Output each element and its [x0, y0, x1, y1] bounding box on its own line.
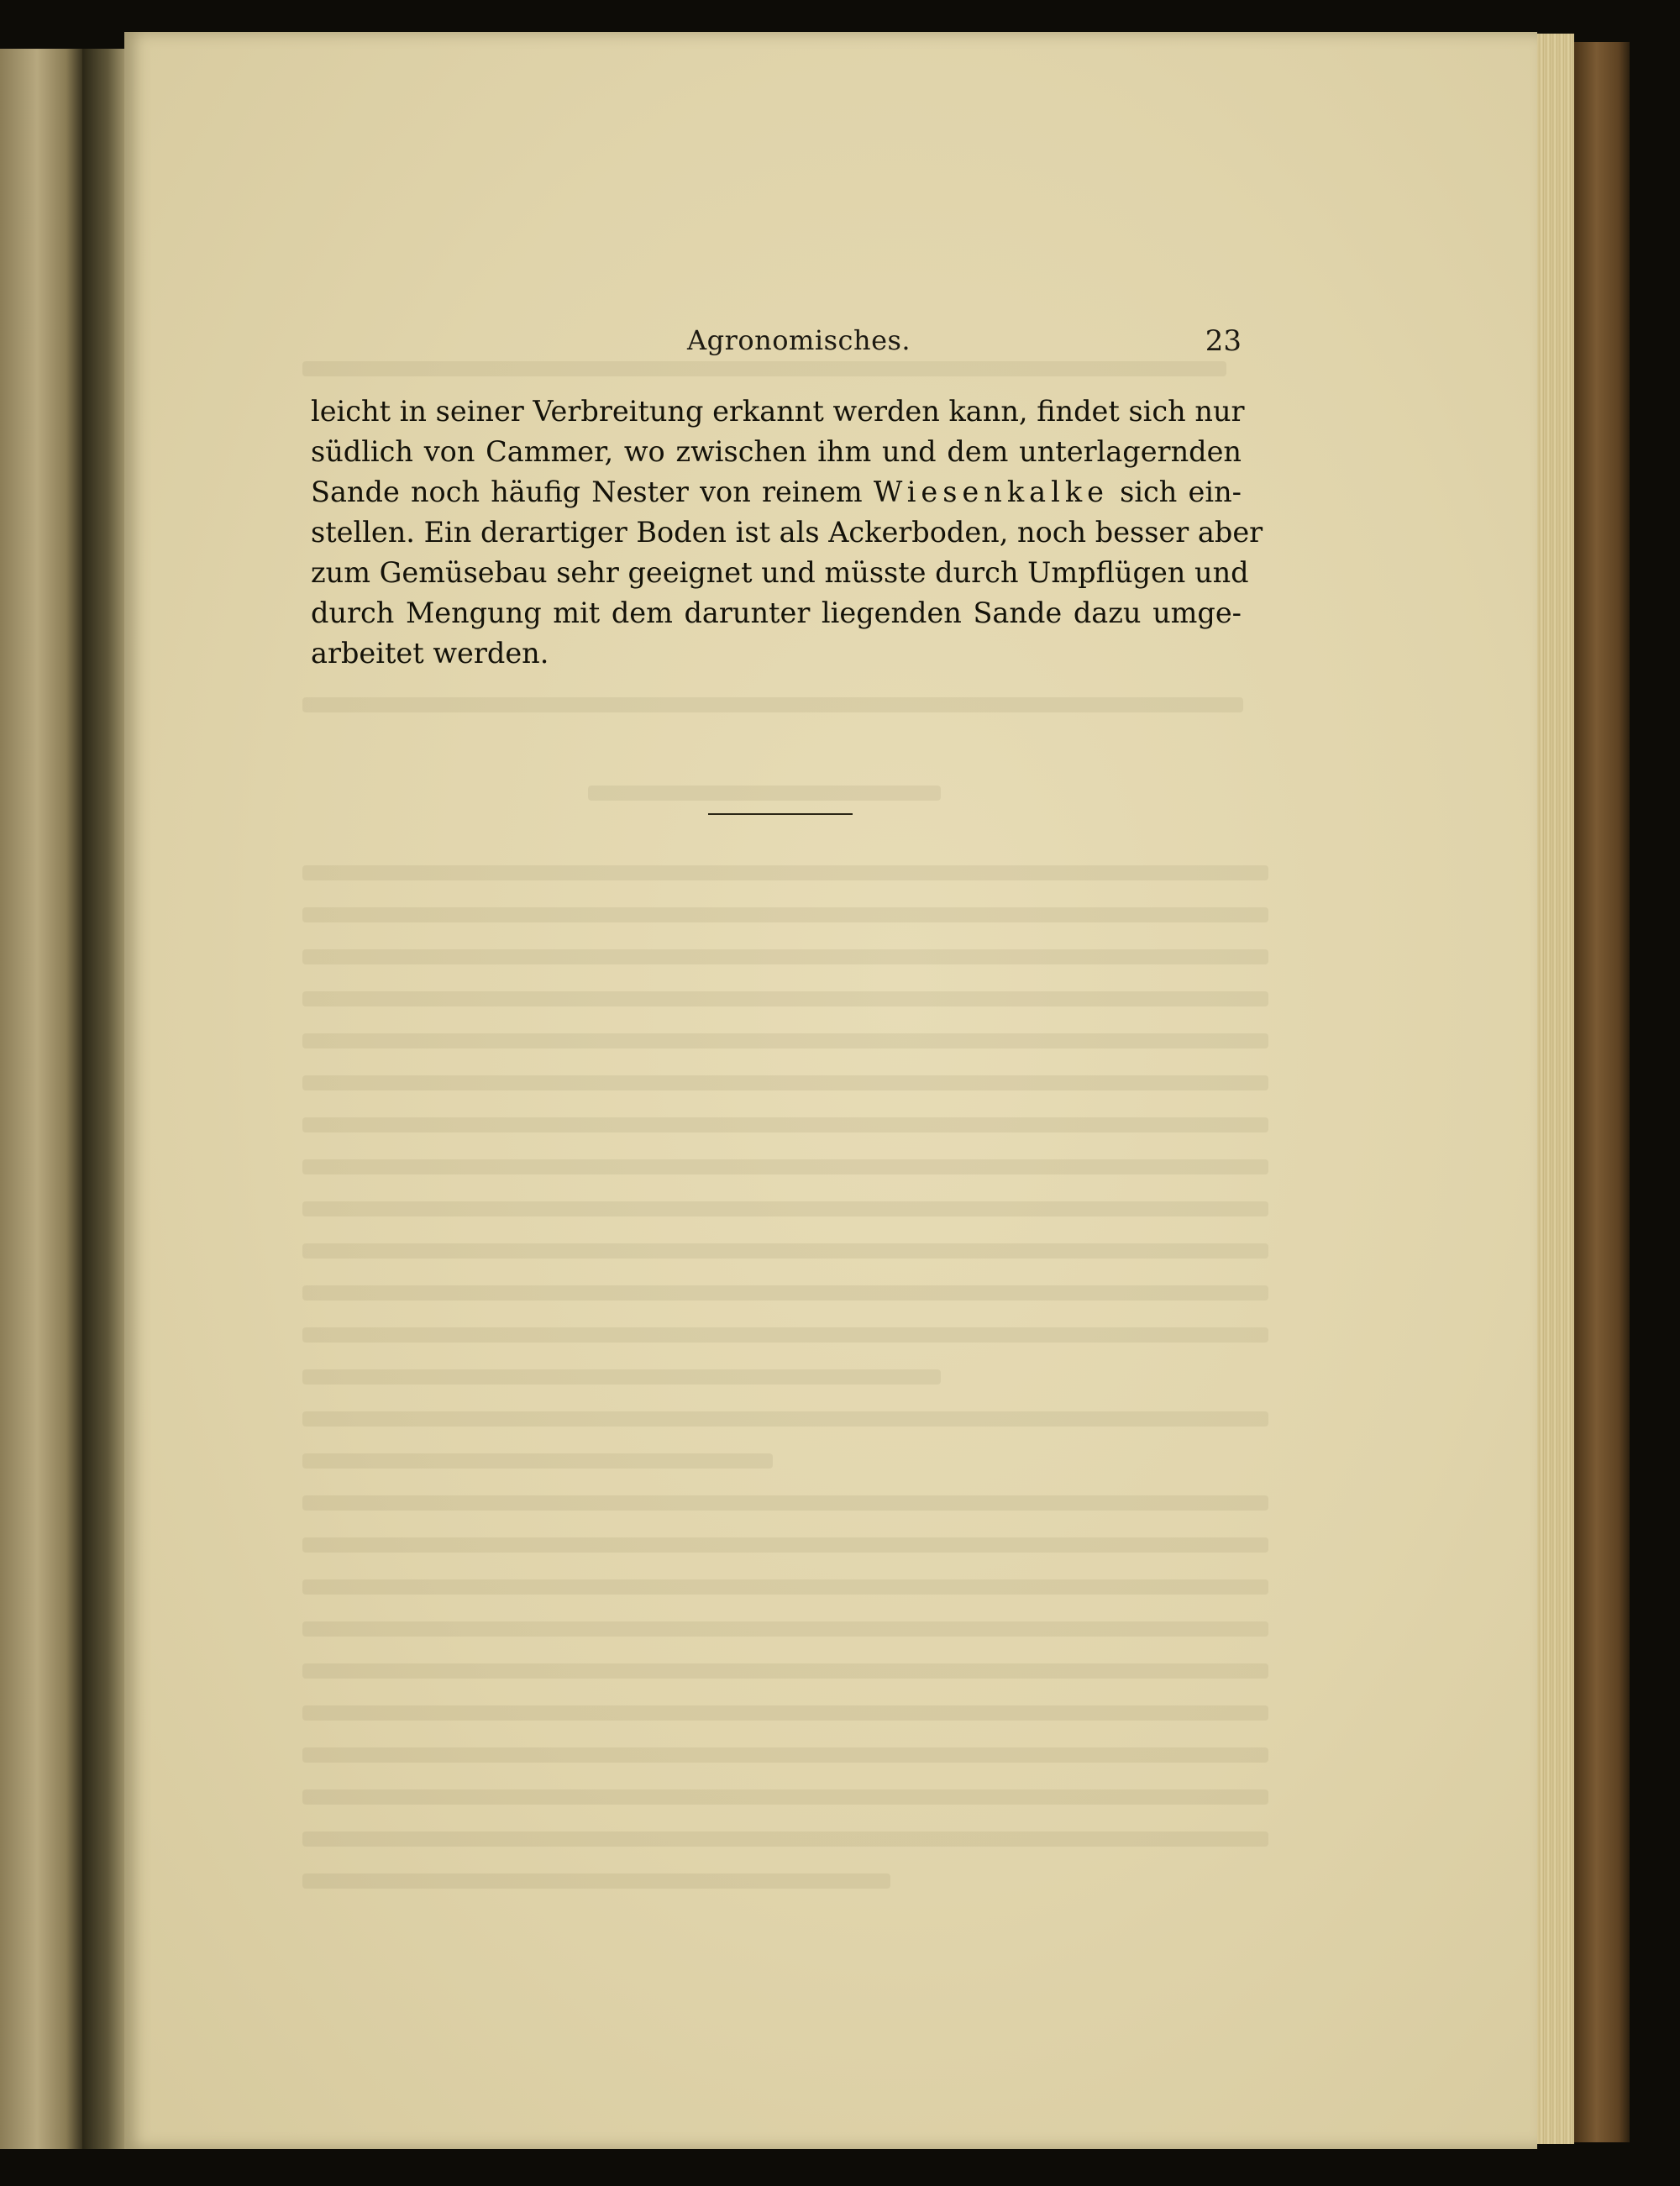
bleed-through-line	[302, 1369, 941, 1385]
text-line: leicht in seiner Verbreitung erkannt werden kann, findet sich nur	[311, 395, 1245, 428]
left-page-edge	[0, 49, 82, 2149]
text-line: durch Mengung mit dem darunter liegenden Sande dazu umge-	[311, 596, 1242, 629]
body-paragraph	[311, 391, 1263, 674]
bleed-through-line	[302, 1873, 890, 1889]
text-line: stellen. Ein derartiger Boden ist als Ackerboden, noch besser aber	[311, 516, 1263, 549]
bleed-through-line	[302, 1159, 1268, 1174]
text-line: arbeitet werden.	[311, 637, 549, 670]
bleed-through-line	[302, 1537, 1268, 1553]
bleed-through-line	[302, 1117, 1268, 1132]
bleed-through-line	[302, 1453, 773, 1469]
bleed-through-line	[302, 1495, 1268, 1511]
bleed-through-line	[302, 1579, 1268, 1595]
running-head	[311, 324, 1242, 366]
section-divider-rule	[708, 813, 853, 815]
page-block-edges	[1537, 34, 1574, 2144]
bleed-through-line	[302, 1663, 1268, 1679]
text-line	[311, 472, 1242, 512]
bleed-through-line	[302, 1285, 1268, 1301]
bleed-through-line	[302, 1327, 1268, 1343]
bleed-through-line	[302, 1705, 1268, 1721]
book-gutter	[82, 49, 124, 2149]
bleed-through-line	[302, 1411, 1268, 1427]
bleed-through-line	[302, 1621, 1268, 1637]
bleed-through-line	[302, 865, 1268, 880]
bleed-through-line	[302, 1831, 1268, 1847]
text-line: zum Gemüsebau sehr geeignet und müsste durch Umpflügen und	[311, 556, 1249, 589]
text-line-start: Sande noch häufig Nester von reinem	[311, 476, 874, 508]
text-line-end: sich ein-	[1108, 476, 1242, 508]
text-line: südlich von Cammer, wo zwischen ihm und dem unterlagernden	[311, 435, 1242, 468]
bleed-through-line	[302, 697, 1243, 712]
bleed-through-line	[302, 1033, 1268, 1048]
bleed-through-line	[302, 1075, 1268, 1090]
bleed-through-line	[302, 1789, 1268, 1805]
bleed-through-line	[302, 1243, 1268, 1259]
book-cover-board	[1574, 42, 1630, 2142]
bleed-through-line	[302, 949, 1268, 964]
bleed-through-line	[302, 907, 1268, 922]
running-head-title: Agronomisches.	[687, 324, 911, 356]
bleed-through-line	[302, 1201, 1268, 1216]
bleed-through-line	[588, 786, 941, 801]
bleed-through-line	[302, 1747, 1268, 1763]
emphasized-word: Wiesenkalke	[873, 476, 1109, 508]
page-number: 23	[1205, 324, 1242, 358]
bleed-through-line	[302, 991, 1268, 1006]
